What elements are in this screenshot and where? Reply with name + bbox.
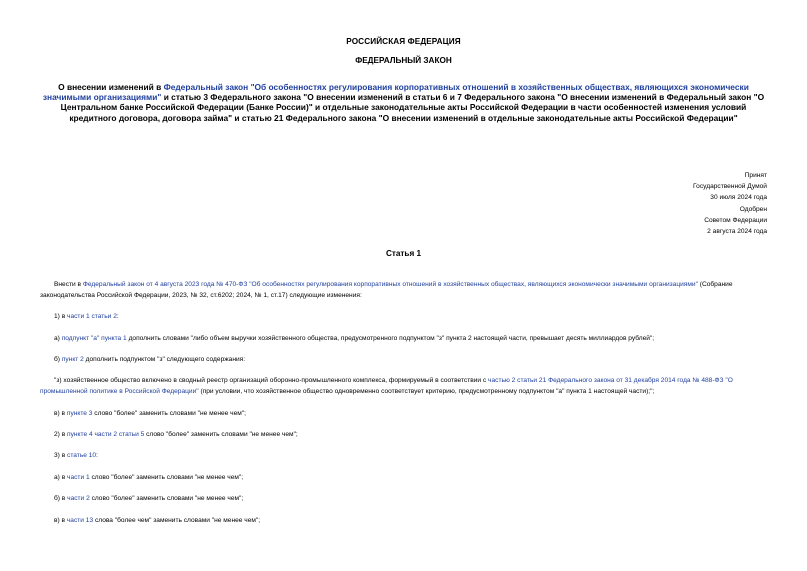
- paragraph-text: Внести в: [54, 281, 83, 288]
- paragraph-text: в) в: [54, 409, 67, 417]
- paragraph-text: б): [54, 355, 62, 363]
- paragraph-text: дополнить подпунктом "з" следующего содержания:: [83, 355, 246, 363]
- approval-line: 2 августа 2024 года: [707, 228, 767, 236]
- paragraph-text: 1) в: [54, 313, 68, 321]
- paragraph-text: :: [116, 313, 119, 321]
- paragraph-text: в) в: [54, 516, 67, 524]
- paragraph-item-1b: [40, 355, 768, 366]
- link-law-488[interactable]: частью 2 статьи 21 Федерального закона от 31 декабря 2014 года № 488-ФЗ "О промышленной политике в Российской Федерации": [40, 377, 733, 396]
- law-title: [40, 82, 767, 123]
- link-part1-article2[interactable]: части 1 статьи 2: [67, 313, 117, 321]
- approval-line: Советом Федерации: [704, 216, 767, 224]
- paragraph-text: 3) в: [54, 452, 68, 460]
- link-article10[interactable]: статье 10: [67, 452, 97, 460]
- paragraph-text: :: [96, 452, 98, 460]
- paragraph-text: слово "более" заменить словами "не менее чем";: [89, 473, 244, 481]
- adoption-line: Государственной Думой: [693, 183, 767, 191]
- paragraph-text: слова "более чем" заменить словами "не менее чем";: [93, 516, 261, 524]
- adoption-line: 30 июля 2024 года: [710, 194, 767, 202]
- link-point4-part2-article5[interactable]: пункте 4 части 2 статьи 5: [67, 430, 145, 438]
- link-part2[interactable]: части 2: [67, 495, 90, 503]
- link-point3[interactable]: пункте 3: [66, 409, 93, 417]
- link-point2[interactable]: пункт 2: [61, 355, 84, 363]
- adoption-block: [567, 170, 767, 237]
- paragraph-text: б) в: [54, 495, 68, 503]
- link-law-470[interactable]: Федеральный закон от 4 августа 2023 года № 470-ФЗ "Об особенностях регулирования корпоративных отношений в хозяйственных обществах, являющихся экономически значимыми организациями": [82, 281, 698, 288]
- paragraph-item-1a: [40, 334, 768, 345]
- country-heading: РОССИЙСКАЯ ФЕДЕРАЦИЯ: [346, 37, 461, 46]
- paragraph-text: слово "более" заменить словами "не менее чем";: [144, 430, 298, 438]
- paragraph-item-3: [40, 451, 768, 462]
- approval-line: Одобрен: [739, 205, 767, 213]
- link-subpoint-a-point1[interactable]: подпункт "а" пункта 1: [61, 334, 127, 342]
- link-part13[interactable]: части 13: [66, 516, 94, 524]
- adoption-line: Принят: [744, 172, 767, 179]
- paragraph-text: 2) в: [54, 430, 68, 438]
- title-text: О внесении изменений в: [58, 82, 164, 92]
- paragraph-subpoint-z: [40, 376, 768, 398]
- paragraph-item-2: [40, 430, 768, 441]
- paragraph-text: слово "более" заменить словами "не менее чем";: [92, 409, 246, 417]
- title-text: и статью 3 Федерального закона "О внесении изменений в статьи 6 и 7 Федерального закона "О внесении изменений в Федеральный закон "О Центральном банке Российской Федерации (Банке России)" и отдельные законодательные акты Российской Федерации в части особенностей изменения условий кредитного договора, договора займа" и статью 21 Федерального закона "О внесении изменений в отдельные законодательные акты Российской Федерации": [60, 92, 765, 123]
- article-body: [40, 280, 768, 537]
- title-link-law-470[interactable]: Федеральный закон "Об особенностях регулирования корпоративных отношений в хозяйственных обществах, являющихся экономически значимыми организациями": [42, 82, 749, 103]
- paragraph-intro: [40, 280, 768, 302]
- paragraph-text: слово "более" заменить словами "не менее чем";: [89, 495, 244, 503]
- paragraph-text: дополнить словами "либо объем выручки хозяйственного общества, предусмотренного подпунктом "з" пункта 2 настоящей части, превышает десять миллиардов рублей";: [126, 334, 655, 342]
- paragraph-item-1v: [40, 409, 768, 420]
- paragraph-text: (Собрание законодательства Российской Федерации, 2023, № 32, ст.6202; 2024, № 1, ст.17) следующие изменения:: [40, 281, 733, 299]
- paragraph-text: "з) хозяйственное общество включено в сводный реестр организаций оборонно-промышленного комплекса, формируемый в соответствии с: [54, 377, 489, 385]
- law-type-heading: ФЕДЕРАЛЬНЫЙ ЗАКОН: [355, 56, 452, 65]
- article-heading: Статья 1: [385, 249, 422, 258]
- paragraph-item-3b: [40, 494, 768, 505]
- paragraph-item-1: [40, 312, 768, 323]
- paragraph-text: а) в: [54, 473, 68, 481]
- paragraph-item-3a: [40, 473, 768, 484]
- link-part1[interactable]: части 1: [67, 473, 90, 481]
- paragraph-text: а): [54, 334, 62, 342]
- paragraph-text: (при условии, что хозяйственное общество одновременно соответствует критерию, предусмотренному подпунктом "а" пункта 1 настоящей части);";: [198, 388, 655, 396]
- paragraph-item-3v: [40, 516, 768, 527]
